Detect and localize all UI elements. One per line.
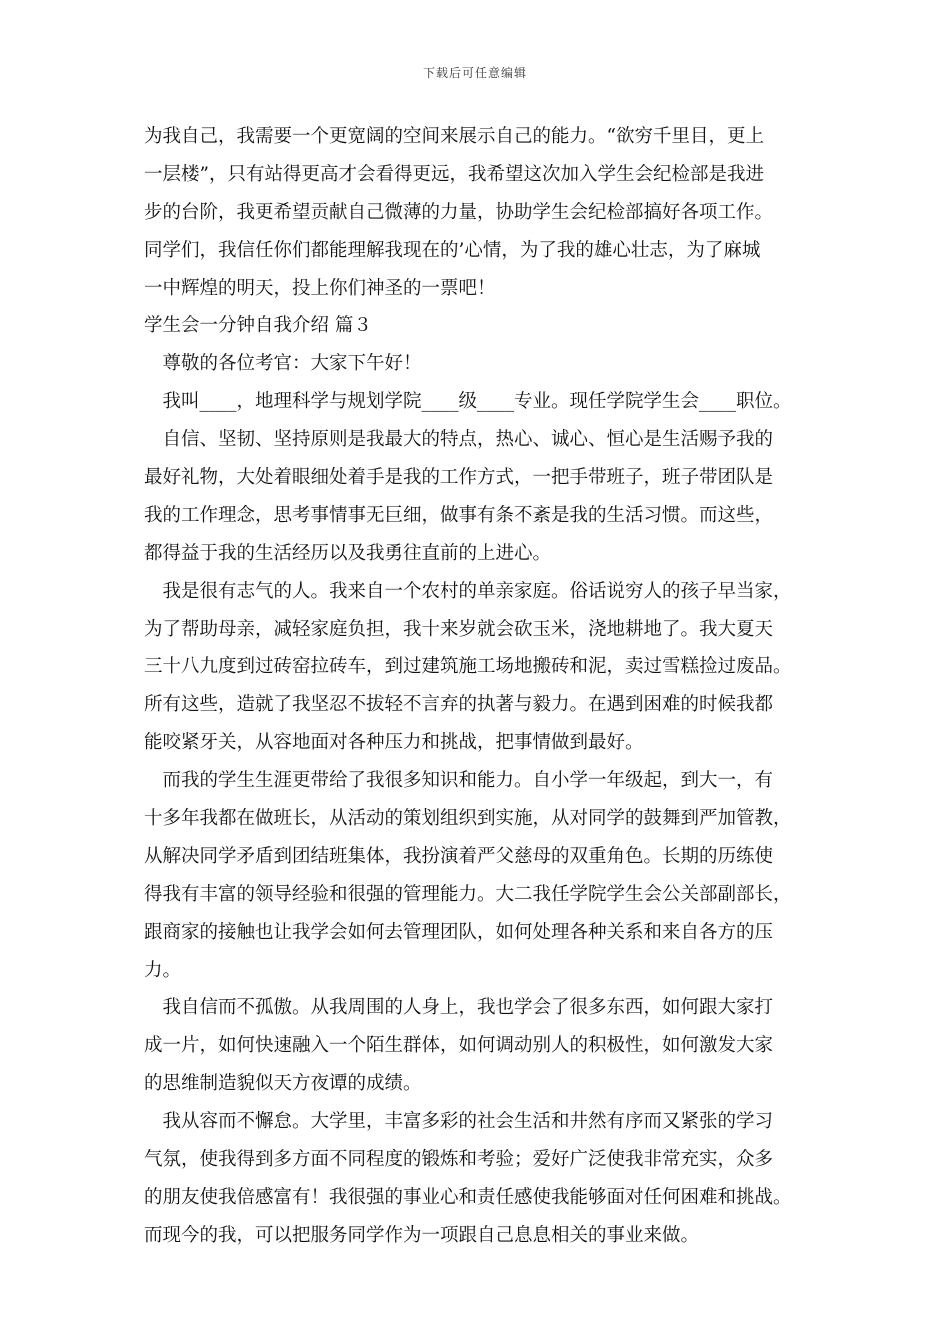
text-line: 跟商家的接触也让我学会如何去管理团队，如何处理各种关系和来自各方的压 [144, 921, 774, 943]
text-line: 步的台阶，我更希望贡献自己微薄的力量，协助学生会纪检部搞好各项工作。 [144, 201, 774, 223]
text-line: 而我的学生生涯更带给了我很多知识和能力。自小学一年级起，到大一，有 [144, 770, 774, 792]
text-line: 为我自己，我需要一个更宽阔的空间来展示自己的能力。“欲穷千里目，更上 [144, 126, 764, 147]
text-line: 我从容而不懈怠。大学里，丰富多彩的社会生活和井然有序而又紧张的学习 [144, 1111, 774, 1133]
text-line: 我是很有志气的人。我来自一个农村的单亲家庭。俗话说穷人的孩子早当家， [144, 580, 792, 602]
text-line: 的朋友使我倍感富有！我很强的事业心和责任感使我能够面对任何困难和挑战。 [144, 1186, 792, 1208]
text-line: 自信、坚韧、坚持原则是我最大的特点，热心、诚心、恒心是生活赐予我的 [144, 429, 774, 451]
text-line: 我的工作理念，思考事情事无巨细，做事有条不紊是我的生活习惯。而这些， [144, 504, 774, 526]
text-line: 为了帮助母亲，减轻家庭负担，我十来岁就会砍玉米，浇地耕地了。我大夏天 [144, 618, 774, 640]
text-line: 同学们，我信任你们都能理解我现在的’心情，为了我的雄心壮志，为了麻城 [144, 239, 761, 261]
text-line: 我叫____，地理科学与规划学院____级____专业。现任学院学生会____职位。 [144, 391, 792, 413]
text-line: 十多年我都在做班长，从活动的策划组织到实施，从对同学的鼓舞到严加管教， [144, 808, 792, 830]
document-body [144, 118, 808, 1255]
text-line: 而现今的我，可以把服务同学作为一项跟自己息息相关的事业来做。 [144, 1224, 700, 1246]
text-line: 从解决同学矛盾到团结班集体，我扮演着严父慈母的双重角色。长期的历练使 [144, 845, 774, 867]
section-heading: 学生会一分钟自我介绍 篇３ [144, 315, 372, 337]
text-line: 气氛，使我得到多方面不同程度的锻炼和考验；爱好广泛使我非常充实，众多 [144, 1149, 774, 1171]
text-line: 得我有丰富的领导经验和很强的管理能力。大二我任学院学生会公关部副部长， [144, 883, 792, 905]
text-line: 都得益于我的生活经历以及我勇往直前的上进心。 [144, 542, 552, 564]
page-header-note: 下载后可任意编辑 [422, 66, 527, 80]
text-line: 三十八九度到过砖窑拉砖车，到过建筑施工场地搬砖和泥，卖过雪糕捡过废品。 [144, 656, 792, 678]
text-line: 力。 [144, 959, 182, 981]
text-line: 一层楼”，只有站得更高才会看得更远，我希望这次加入学生会纪检部是我进 [144, 163, 764, 185]
text-line: 最好礼物，大处着眼细处着手是我的工作方式，一把手带班子，班子带团队是 [144, 467, 774, 489]
text-line: 我自信而不孤傲。从我周围的人身上，我也学会了很多东西，如何跟大家打 [144, 997, 774, 1019]
text-line: 一中辉煌的明天，投上你们神圣的一票吧！ [144, 277, 496, 299]
text-line: 所有这些，造就了我坚忍不拔轻不言弃的执著与毅力。在遇到困难的时候我都 [144, 694, 774, 716]
text-line: 的思维制造貌似天方夜谭的成绩。 [144, 1073, 422, 1095]
text-line: 成一片，如何快速融入一个陌生群体，如何调动别人的积极性，如何激发大家 [144, 1035, 774, 1057]
text-line: 能咬紧牙关，从容地面对各种压力和挑战，把事情做到最好。 [144, 732, 644, 754]
text-line: 尊敬的各位考官：大家下午好！ [144, 353, 422, 375]
